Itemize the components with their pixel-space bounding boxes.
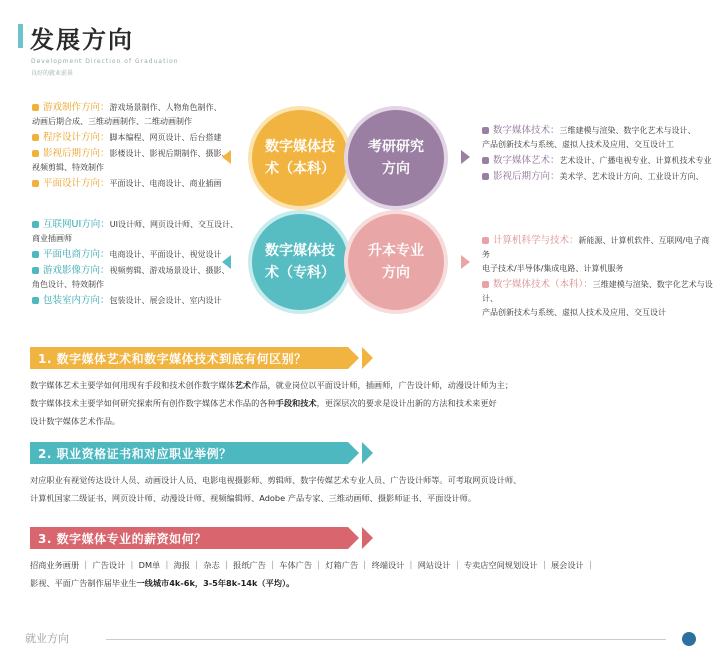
list-item-text-cont: 产品创新技术与系统、虚拟人技术及应用、交互设计工 [482, 140, 674, 149]
list-item-label: 游戏影像方向： [43, 265, 110, 276]
circle-undergrad-label: 数字媒体技术（本科） [265, 139, 335, 177]
emphasis-text: 艺术 [234, 380, 252, 390]
list-item-label: 数字媒体技术： [493, 125, 560, 136]
circle-upgrade-label: 升本专业方向 [368, 243, 424, 281]
list-item-label: 数字媒体技术（本科）： [493, 279, 593, 290]
list-item-label: 数字媒体艺术： [493, 155, 560, 166]
circle-college [248, 210, 352, 314]
list-item-label: 平面电商方向： [43, 249, 110, 260]
list-item-text: 平面设计、电商设计、商业插画 [109, 179, 222, 188]
list-item-label: 影视后期方向： [493, 171, 560, 182]
bullet-icon [32, 180, 39, 187]
section-line [30, 471, 700, 489]
list-item-label: 游戏制作方向： [43, 102, 110, 113]
list-item [482, 154, 717, 168]
section-line [30, 412, 700, 430]
body-text: 影视、平面广告制作届毕业生 [30, 578, 137, 588]
circle-undergrad [248, 106, 352, 210]
list-item-text: 美术学、艺术设计方向、工业设计方向、 [559, 172, 704, 181]
arrow-right-bottom-icon [461, 255, 470, 269]
list-item [32, 248, 242, 262]
list-item-text: 三维建模与渲染、数字化艺术与设计、 [559, 126, 696, 135]
arrow-right-top-icon [461, 150, 470, 164]
list-item [32, 101, 242, 129]
bullet-icon [482, 173, 489, 180]
circle-college-label: 数字媒体技术（专科） [265, 243, 335, 281]
body-text: ，更深层次的要求是设计出新的方法和技术来更好 [316, 398, 497, 408]
list-item-text-cont: 商业插画师 [32, 234, 72, 243]
list-item-label: 互联网UI方向： [43, 219, 110, 230]
bullet-icon [32, 267, 39, 274]
banner-chevron-icon [362, 442, 373, 464]
list-item [32, 264, 242, 292]
circle-grad-label: 考研研究方向 [368, 139, 424, 177]
section-line [30, 489, 700, 507]
list-item-label: 包装室内方向： [43, 295, 110, 306]
arrow-left-bottom-icon [222, 255, 231, 269]
section-1-heading: 1. 数字媒体艺术和数字媒体技术到底有何区别？ [30, 347, 348, 369]
page-title: 发展方向 [30, 26, 134, 54]
circle-upgrade [344, 210, 448, 314]
list-item [32, 177, 242, 191]
list-item-text-cont: 视频剪辑、特效制作 [32, 163, 104, 172]
list-item [32, 218, 242, 246]
footer-dot-icon [682, 632, 696, 646]
list-item-text: 三维建模与渲染、数字化艺术与设计、 [482, 280, 713, 303]
list-item-text: UI设计师、网页设计师、交互设计、 [109, 220, 238, 229]
left-bottom-list [32, 218, 242, 310]
list-item-label: 平面设计方向： [43, 178, 110, 189]
banner-chevron-icon [348, 442, 359, 464]
list-item-label: 影视后期方向： [43, 148, 110, 159]
bullet-icon [32, 251, 39, 258]
list-item [482, 170, 717, 184]
list-item-label: 程序设计方向： [43, 132, 110, 143]
emphasis-text: 一线城市4k-6k，3-5年8k-14k（平均）。 [136, 578, 295, 588]
body-text: 计算机国家二级证书、网页设计师、动漫设计师、视频编辑师、Adobe 产品专家、三维动画师、摄影师证书、平面设计师。 [30, 493, 477, 503]
footer-divider [106, 639, 666, 640]
banner-chevron-icon [348, 347, 359, 369]
list-item-text-cont: 电子技术/半导体/集成电路、计算机服务 [482, 264, 624, 273]
list-item-text: 影楼设计、影视后期制作、摄影、 [109, 149, 230, 158]
section-2-body [30, 471, 700, 507]
bullet-icon [482, 237, 489, 244]
list-item-text: 电商设计、平面设计、视觉设计 [109, 250, 222, 259]
section-3-body [30, 556, 700, 592]
list-item-text-cont: 动画后期合成、三维动画制作、二维动画制作 [32, 117, 192, 126]
body-text: 数字媒体艺术主要学如何用现有手段和技术创作数字媒体 [30, 380, 235, 390]
section-line [30, 376, 700, 394]
section-3-banner [30, 527, 373, 549]
bullet-icon [32, 221, 39, 228]
section-3-heading: 3. 数字媒体专业的薪资如何？ [30, 527, 348, 549]
page-subtitle-en: Development Direction of Graduation [31, 58, 179, 65]
footer-label: 就业方向 [25, 632, 69, 645]
bullet-icon [32, 134, 39, 141]
left-top-list [32, 101, 242, 193]
body-text: 作品，就业岗位以平面设计师，插画师，广告设计师，动漫设计师为主； [251, 380, 514, 390]
list-item-text-cont: 产品创新技术与系统、虚拟人技术及应用、交互设计 [482, 308, 666, 317]
circle-grad [344, 106, 448, 210]
banner-chevron-icon [362, 527, 373, 549]
list-item-label: 计算机科学与技术： [493, 235, 579, 246]
bullet-icon [482, 127, 489, 134]
section-2-banner [30, 442, 373, 464]
page-subtitle-cn: 良好的就业前景 [31, 70, 74, 77]
body-text: 设计数字媒体艺术作品。 [30, 416, 121, 426]
section-line [30, 394, 700, 412]
bullet-icon [32, 104, 39, 111]
list-item-text: 脚本编程、网页设计、后台搭建 [109, 133, 222, 142]
list-item [32, 294, 242, 308]
right-bottom-list [482, 234, 717, 322]
list-item-text: 游戏场景制作、人物角色制作、 [109, 103, 222, 112]
list-item [482, 234, 717, 276]
list-item-text-cont: 角色设计、特效制作 [32, 280, 104, 289]
list-item-text: 包装设计、展会设计、室内设计 [109, 296, 222, 305]
body-text: 招商业务画册 ｜ 广告设计 ｜ DM单 ｜ 海报 ｜ 杂志 ｜ 报纸广告 ｜ 车体广告 ｜ 灯箱广告 ｜ 终端设计 ｜ 网站设计 ｜ 专卖店空间规划设计 ｜ 展会设计 ｜ [30, 560, 595, 570]
section-1-banner [30, 347, 373, 369]
banner-chevron-icon [362, 347, 373, 369]
body-text: 数字媒体技术主要学如何研究探索所有创作数字媒体艺术作品的各种 [30, 398, 276, 408]
list-item [482, 278, 717, 320]
emphasis-text: 手段和技术 [275, 398, 317, 408]
list-item-text: 艺术设计、广播电视专业、计算机技术专业 [559, 156, 712, 165]
section-line [30, 556, 700, 574]
arrow-left-top-icon [222, 150, 231, 164]
bullet-icon [482, 281, 489, 288]
body-text: 对应职业有视觉传达设计人员、动画设计人员、电影电视摄影师、剪辑师、数字传媒艺术专业人员、广告设计师等。可考取网页设计师、 [30, 475, 522, 485]
list-item-text: 视频剪辑、游戏场景设计、摄影、 [109, 266, 230, 275]
title-accent-bar [18, 24, 23, 48]
list-item-text: 新能源、计算机软件、互联网/电子商务 [482, 236, 710, 259]
right-top-list [482, 124, 717, 186]
section-2-heading: 2. 职业资格证书和对应职业举例？ [30, 442, 348, 464]
list-item [482, 124, 717, 152]
section-line [30, 574, 700, 592]
list-item [32, 131, 242, 145]
list-item [32, 147, 242, 175]
bullet-icon [32, 297, 39, 304]
banner-chevron-icon [348, 527, 359, 549]
bullet-icon [32, 150, 39, 157]
section-1-body [30, 376, 700, 430]
bullet-icon [482, 157, 489, 164]
